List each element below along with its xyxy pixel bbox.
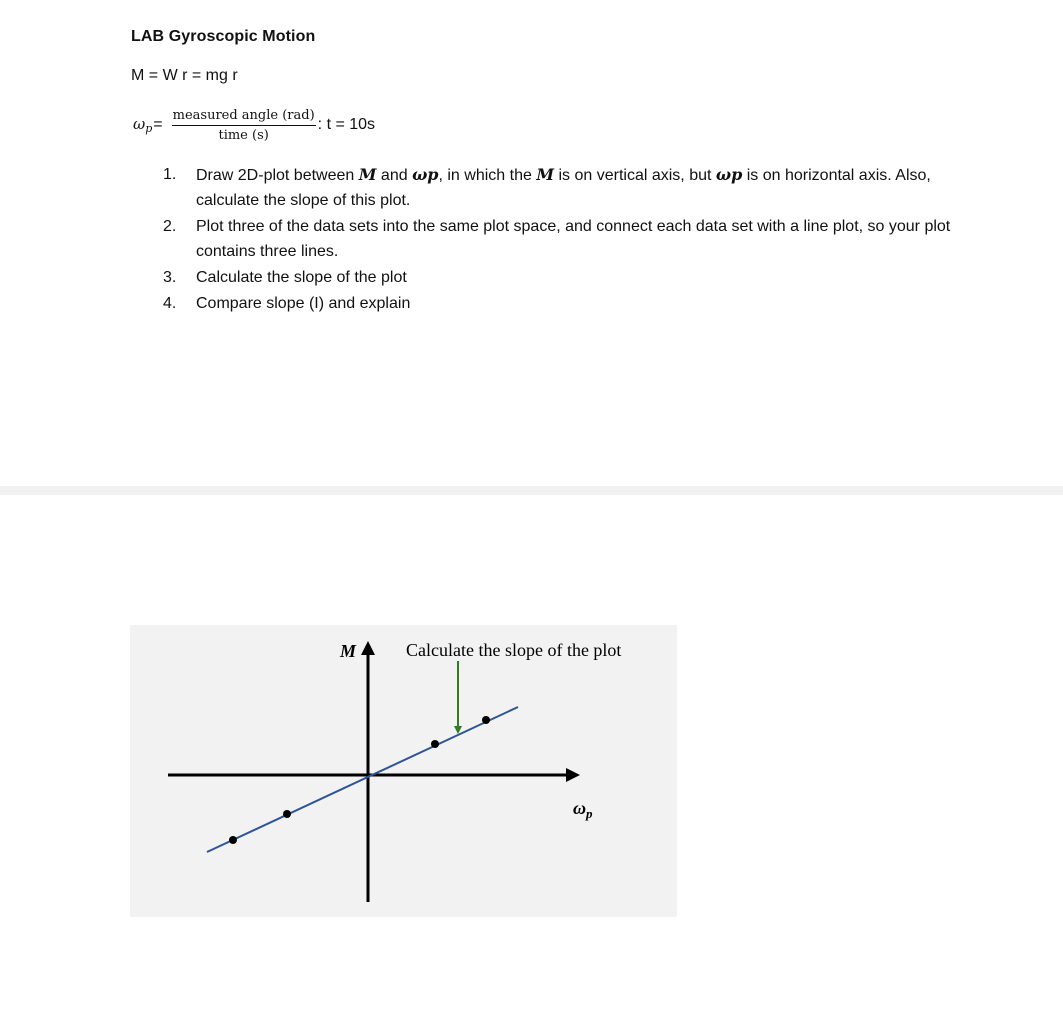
data-point xyxy=(431,740,439,748)
document-title: LAB Gyroscopic Motion xyxy=(131,28,316,45)
task-text: Calculate the slope of the plot xyxy=(196,269,407,286)
task-text-segment: and xyxy=(376,167,413,184)
x-axis-label xyxy=(573,798,593,821)
math-symbol-m: M xyxy=(536,165,555,184)
task-list xyxy=(163,162,963,317)
data-point xyxy=(229,836,237,844)
math-symbol-m: M xyxy=(358,165,377,184)
math-symbol-omega-p: ωp xyxy=(412,165,439,184)
x-axis-label-sub: p xyxy=(586,806,593,821)
task-item-1 xyxy=(163,162,963,213)
data-point xyxy=(283,810,291,818)
fraction-denominator: time (s) xyxy=(218,127,269,143)
task-item-3 xyxy=(163,265,963,290)
annotation-text: Calculate the slope of the plot xyxy=(406,640,622,660)
task-item-4 xyxy=(163,291,963,316)
task-number: 2. xyxy=(163,218,177,235)
math-symbol-omega-p: ωp xyxy=(715,165,743,184)
task-item-2 xyxy=(163,214,963,264)
task-number: 1. xyxy=(163,166,177,183)
x-axis-label-main: ω xyxy=(573,798,587,818)
task-text: Plot three of the data sets into the same plot space, and connect each data set with a line plot, so your plot contains three lines. xyxy=(196,218,951,260)
fraction-numerator: measured angle (rad) xyxy=(172,107,316,126)
angular-velocity-equation xyxy=(133,103,375,147)
omega-letter: ω xyxy=(133,115,146,133)
task-number: 4. xyxy=(163,295,177,312)
moment-equation: M = W r = mg r xyxy=(131,67,238,84)
task-text-segment: is on horizontal axis. Also, calculate the slope of this plot. xyxy=(196,167,931,209)
time-condition: : t = 10s xyxy=(317,116,376,133)
task-text-segment: , in which the xyxy=(438,167,537,184)
task-number: 3. xyxy=(163,269,177,286)
fraction xyxy=(172,107,316,144)
y-axis-arrowhead xyxy=(361,641,375,655)
y-axis-label: M xyxy=(340,641,357,661)
slope-diagram-svg xyxy=(130,625,677,917)
page-divider xyxy=(0,486,1063,495)
task-text-segment: is on vertical axis, but xyxy=(554,167,716,184)
data-point xyxy=(482,716,490,724)
equals-sign: = xyxy=(153,116,163,133)
slope-diagram xyxy=(130,625,677,917)
document-section xyxy=(0,0,1063,486)
task-text: Compare slope (I) and explain xyxy=(196,295,411,312)
omega-p-symbol xyxy=(133,115,152,135)
x-axis-arrowhead xyxy=(566,768,580,782)
task-text-segment: Draw 2D-plot between xyxy=(196,167,359,184)
omega-subscript: p xyxy=(145,122,153,135)
trend-line xyxy=(207,707,518,852)
